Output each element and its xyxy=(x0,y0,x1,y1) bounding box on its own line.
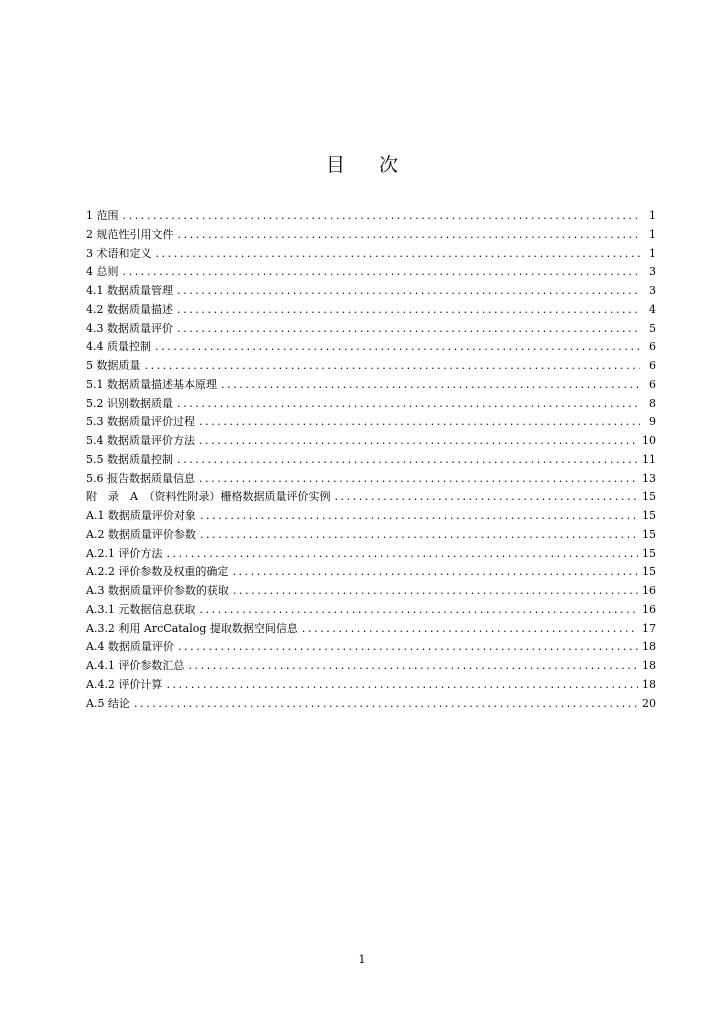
toc-entry-page: 13 xyxy=(642,471,656,485)
toc-leader-dots xyxy=(200,507,638,526)
toc-leader-dots xyxy=(178,226,641,245)
toc-leader-dots xyxy=(302,620,638,639)
toc-entry-label: 5.5 数据质量控制 xyxy=(86,452,173,466)
toc-entry[interactable] xyxy=(86,620,656,639)
toc-entry-label: 4.3 数据质量评价 xyxy=(86,321,173,335)
toc-leader-dots xyxy=(221,376,640,395)
toc-entry-page: 20 xyxy=(642,696,656,710)
toc-entry[interactable] xyxy=(86,451,656,470)
toc-entry[interactable] xyxy=(86,545,656,564)
toc-entry-page: 9 xyxy=(649,415,656,429)
toc-entry-page: 8 xyxy=(649,396,656,410)
toc-entry[interactable] xyxy=(86,376,656,395)
toc-leader-dots xyxy=(188,657,638,676)
toc-entry-page: 5 xyxy=(649,321,656,335)
toc-leader-dots xyxy=(123,263,641,282)
toc-entry-page: 6 xyxy=(649,359,656,372)
toc-entry-page: 6 xyxy=(649,340,656,354)
toc-entry-label: A.3.1 元数据信息获取 xyxy=(86,602,196,616)
toc-entry-label: 4.4 质量控制 xyxy=(86,340,151,354)
toc-entry[interactable] xyxy=(86,413,656,432)
toc-entry-label: A.2 数据质量评价参数 xyxy=(86,527,196,541)
toc-entry-label: 5.4 数据质量评价方法 xyxy=(86,434,195,447)
toc-entry-page: 18 xyxy=(642,677,656,691)
toc-entry[interactable] xyxy=(86,320,656,339)
toc-entry-page: 15 xyxy=(642,546,656,560)
toc-entry-label: 1 范围 xyxy=(86,209,119,222)
toc-entry[interactable] xyxy=(86,263,656,282)
toc-entry-label: 5.3 数据质量评价过程 xyxy=(86,415,195,429)
toc-leader-dots xyxy=(199,470,638,489)
toc-entry-page: 4 xyxy=(649,302,656,316)
toc-entry[interactable] xyxy=(86,282,656,301)
toc-entry-label: A.2.1 评价方法 xyxy=(86,546,163,560)
toc-leader-dots xyxy=(177,282,640,301)
toc-entry-page: 15 xyxy=(642,509,656,522)
toc-entry-label: 2 规范性引用文件 xyxy=(86,227,174,241)
toc-entry-page: 18 xyxy=(642,659,656,672)
toc-leader-dots xyxy=(166,545,638,564)
page-number: 1 xyxy=(358,953,366,966)
toc-entry-label: 4 总则 xyxy=(86,265,119,279)
toc-entry[interactable] xyxy=(86,245,656,264)
toc-leader-dots xyxy=(166,676,638,695)
toc-entry-page: 10 xyxy=(642,434,656,447)
toc-entry[interactable] xyxy=(86,601,656,620)
toc-entry[interactable] xyxy=(86,657,656,676)
toc-leader-dots xyxy=(334,488,638,507)
page-title: 目次 xyxy=(325,154,432,176)
toc-entry[interactable] xyxy=(86,470,656,489)
toc-entry-page: 6 xyxy=(649,377,656,391)
toc-leader-dots xyxy=(200,526,638,545)
toc-leader-dots xyxy=(177,301,640,320)
toc-entry-label: 附 录 A （资料性附录）栅格数据质量评价实例 xyxy=(86,490,331,504)
toc-entry-label: A.4.2 评价计算 xyxy=(86,677,163,691)
toc-entry[interactable] xyxy=(86,563,656,582)
toc-entry-appendix[interactable] xyxy=(86,488,656,507)
toc-entry[interactable] xyxy=(86,432,656,451)
toc-entry-label: 5.2 识别数据质量 xyxy=(86,396,173,410)
toc-leader-dots xyxy=(199,413,640,432)
toc-entry[interactable] xyxy=(86,676,656,695)
toc-entry[interactable] xyxy=(86,695,656,714)
toc-leader-dots xyxy=(155,338,640,357)
toc-entry-page: 1 xyxy=(649,246,656,260)
toc-entry-label: A.1 数据质量评价对象 xyxy=(86,509,196,522)
toc-entry[interactable] xyxy=(86,357,656,376)
toc-entry[interactable] xyxy=(86,338,656,357)
toc-leader-dots xyxy=(134,695,638,714)
toc-entry[interactable] xyxy=(86,582,656,601)
toc-entry-label: 5.6 报告数据质量信息 xyxy=(86,471,195,485)
toc-leader-dots xyxy=(199,432,638,451)
toc-entry-label: A.4 数据质量评价 xyxy=(86,640,174,654)
toc-entry-page: 16 xyxy=(642,602,656,616)
toc-leader-dots xyxy=(178,638,638,657)
toc-entry-page: 3 xyxy=(649,284,656,297)
toc-leader-dots xyxy=(199,601,638,620)
toc-entry-label: A.3 数据质量评价参数的获取 xyxy=(86,584,229,597)
toc-entry-label: A.5 结论 xyxy=(86,696,130,710)
toc-leader-dots xyxy=(233,582,638,601)
toc-entry-page: 15 xyxy=(642,527,656,541)
toc-leader-dots xyxy=(232,563,638,582)
toc-entry-page: 16 xyxy=(642,584,656,597)
toc-leader-dots xyxy=(177,451,638,470)
toc-leader-dots xyxy=(156,245,641,264)
toc-entry[interactable] xyxy=(86,507,656,526)
toc-entry[interactable] xyxy=(86,395,656,414)
toc-entry[interactable] xyxy=(86,207,656,226)
toc-entry-label: A.4.1 评价参数汇总 xyxy=(86,659,185,672)
toc-leader-dots xyxy=(177,395,640,414)
table-of-contents xyxy=(86,207,656,713)
toc-entry-label: A.2.2 评价参数及权重的确定 xyxy=(86,565,229,579)
toc-leader-dots xyxy=(177,320,640,339)
toc-entry-page: 1 xyxy=(649,227,656,241)
toc-entry-page: 15 xyxy=(642,490,656,504)
toc-entry[interactable] xyxy=(86,526,656,545)
toc-entry-page: 11 xyxy=(642,452,656,466)
toc-entry-label: 5.1 数据质量描述基本原理 xyxy=(86,377,217,391)
toc-entry-page: 15 xyxy=(642,565,656,579)
toc-entry-label: 4.1 数据质量管理 xyxy=(86,284,173,297)
toc-entry-label: 5 数据质量 xyxy=(86,359,141,372)
toc-entry-page: 18 xyxy=(642,640,656,654)
toc-entry-page: 3 xyxy=(649,265,656,279)
toc-entry[interactable] xyxy=(86,301,656,320)
toc-entry[interactable] xyxy=(86,638,656,657)
toc-entry-label: 4.2 数据质量描述 xyxy=(86,302,173,316)
toc-entry-page: 17 xyxy=(642,621,656,635)
toc-entry[interactable] xyxy=(86,226,656,245)
toc-leader-dots xyxy=(145,357,641,376)
toc-entry-page: 1 xyxy=(649,209,656,222)
toc-entry-label: 3 术语和定义 xyxy=(86,246,152,260)
toc-entry-label: A.3.2 利用 ArcCatalog 提取数据空间信息 xyxy=(86,621,298,635)
toc-leader-dots xyxy=(123,207,641,226)
